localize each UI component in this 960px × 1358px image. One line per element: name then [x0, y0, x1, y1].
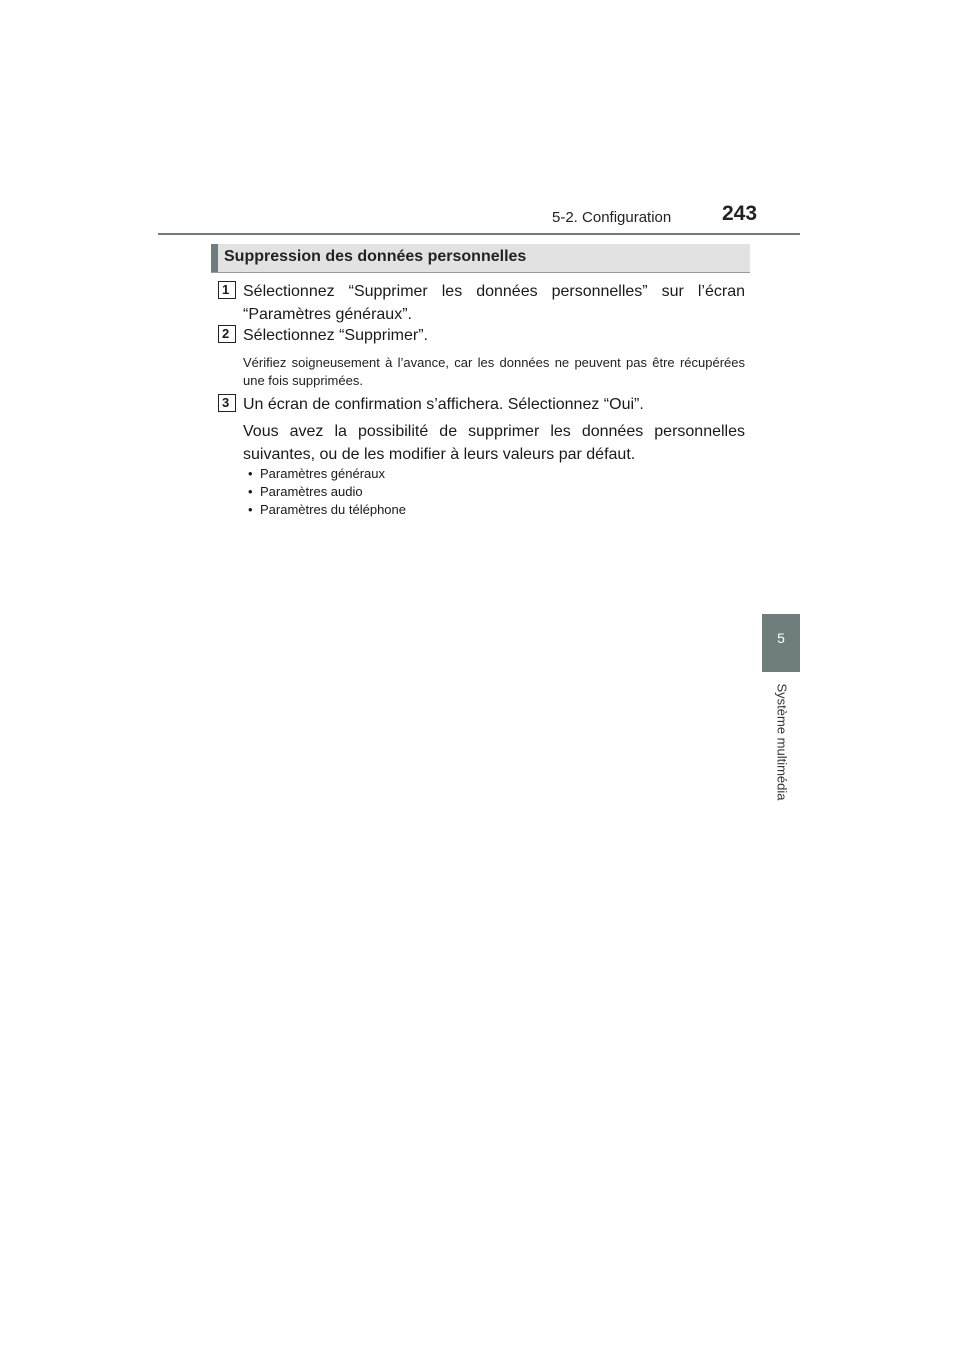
step-text-1: Sélectionnez “Supprimer les données personnelles” sur l’écran “Paramètres généraux”. — [243, 283, 745, 323]
step-number-2: 2 — [218, 325, 236, 343]
chapter-tab — [762, 614, 800, 672]
step-text-3: Un écran de confirmation s’affichera. Sélectionnez “Oui”. — [243, 396, 644, 413]
header-section: 5-2. Configuration — [552, 209, 672, 226]
step-text-2: Sélectionnez “Supprimer”. — [243, 327, 428, 344]
caution-note: Vérifiez soigneusement à l’avance, car les données ne peuvent pas être récupérées une fois supprimées. — [243, 355, 745, 388]
list-item: • Paramètres audio — [248, 483, 406, 501]
section-heading — [211, 244, 750, 273]
section-title: Suppression des données personnelles — [224, 248, 527, 265]
header-rule — [158, 233, 800, 235]
list-item: • Paramètres du téléphone — [248, 501, 406, 519]
page-number: 243 — [722, 202, 758, 225]
step-number-3: 3 — [218, 394, 236, 412]
step-number-1: 1 — [218, 281, 236, 299]
settings-list — [248, 465, 406, 519]
chapter-number: 5 — [777, 630, 785, 646]
list-item: • Paramètres généraux — [248, 465, 406, 483]
section-heading-bar — [211, 244, 218, 272]
chapter-label: Système multimédia — [774, 683, 790, 801]
info-paragraph: Vous avez la possibilité de supprimer les données personnelles suivantes, ou de les modifier à leurs valeurs par défaut. — [243, 423, 745, 463]
